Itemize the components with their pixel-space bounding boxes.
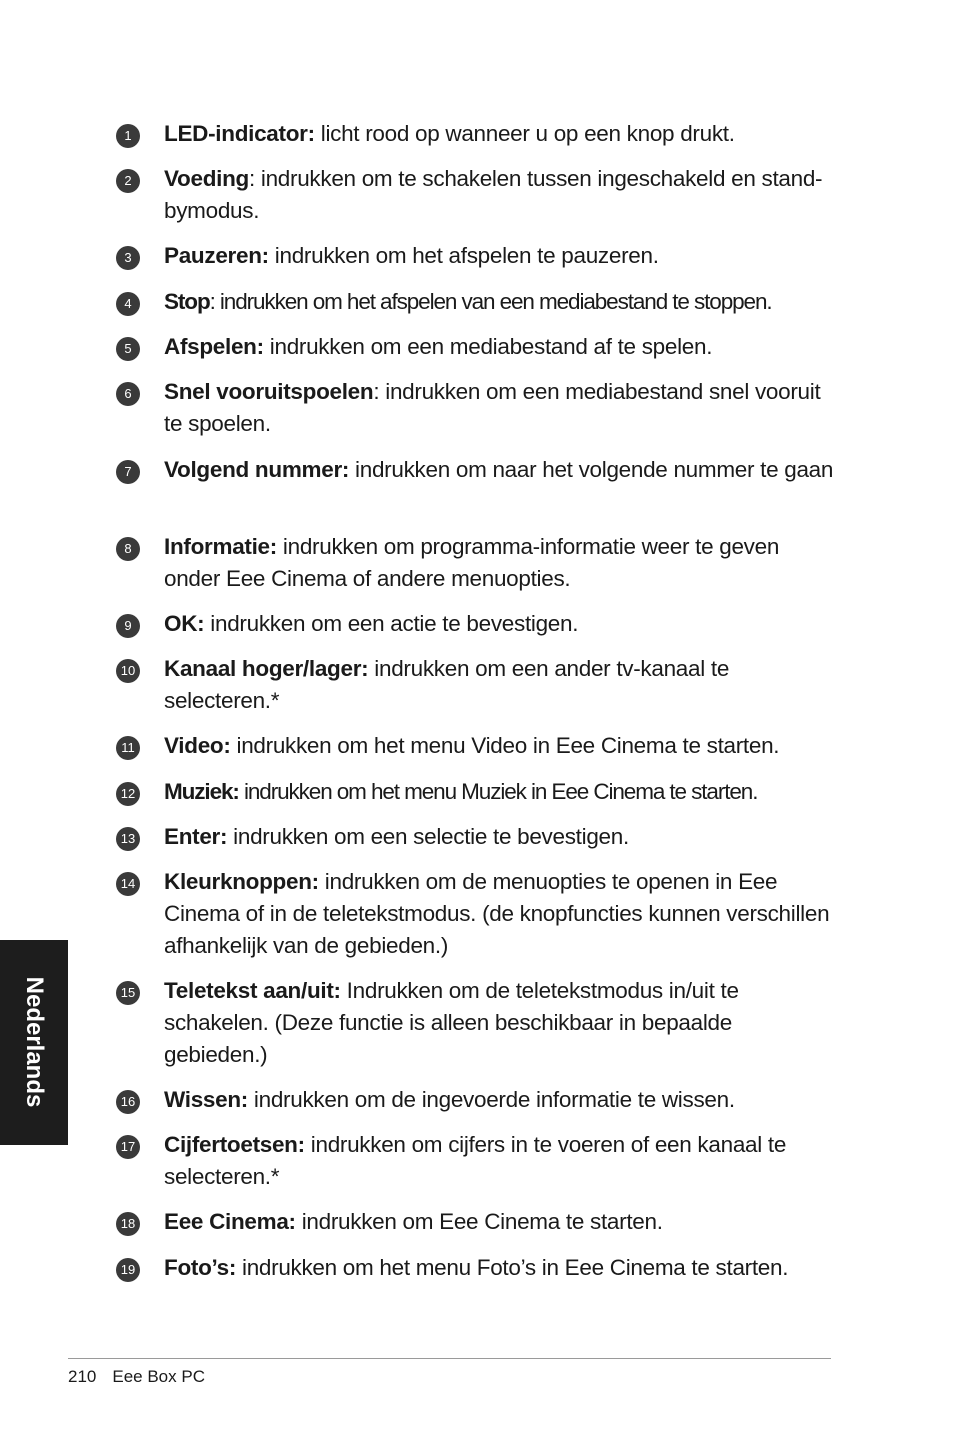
item-description: : indrukken om te schakelen tussen ingeschakeld en stand-bymodus.	[164, 166, 823, 223]
number-badge: 8	[116, 537, 140, 561]
item-description: indrukken om een selectie te bevestigen.	[227, 824, 629, 849]
list-item	[116, 1206, 836, 1238]
item-term: Voeding	[164, 166, 249, 191]
item-text	[164, 163, 836, 227]
list-item	[116, 331, 836, 363]
item-text	[164, 776, 757, 808]
item-term: Foto’s:	[164, 1255, 237, 1280]
item-term: Cijfertoetsen:	[164, 1132, 305, 1157]
product-name: Eee Box PC	[112, 1367, 205, 1386]
item-term: Eee Cinema:	[164, 1209, 296, 1234]
list-item	[116, 531, 836, 595]
number-badge: 3	[116, 246, 140, 270]
item-text	[164, 454, 833, 486]
number-badge: 2	[116, 169, 140, 193]
item-term: Muziek:	[164, 779, 239, 804]
item-term: OK:	[164, 611, 205, 636]
item-text	[164, 975, 836, 1071]
number-badge: 15	[116, 981, 140, 1005]
item-description: indrukken om het menu Video in Eee Cinema te starten.	[230, 733, 780, 758]
item-term: Enter:	[164, 824, 228, 849]
item-description: indrukken om het menu Muziek in Eee Cinema te starten.	[238, 779, 758, 804]
list-item	[116, 608, 836, 640]
item-term: Teletekst aan/uit:	[164, 978, 341, 1003]
list-item	[116, 1252, 836, 1284]
list-item	[116, 730, 836, 762]
number-badge: 14	[116, 872, 140, 896]
item-text	[164, 531, 836, 595]
list-item	[116, 975, 836, 1071]
number-badge: 4	[116, 292, 140, 316]
item-text	[164, 866, 836, 962]
item-term: Volgend nummer:	[164, 457, 350, 482]
item-description: indrukken om een mediabestand af te spelen.	[263, 334, 713, 359]
item-term: LED-indicator:	[164, 121, 315, 146]
item-text	[164, 730, 779, 762]
item-description: indrukken om een ander tv-kanaal te selecteren.*	[164, 656, 730, 713]
number-badge: 1	[116, 124, 140, 148]
number-badge: 19	[116, 1258, 140, 1282]
item-term: Video:	[164, 733, 231, 758]
item-text	[164, 1206, 663, 1238]
page-number: 210	[68, 1367, 97, 1386]
item-description: licht rood op wanneer u op een knop drukt.	[314, 121, 735, 146]
item-description: indrukken om een actie te bevestigen.	[204, 611, 579, 636]
item-description: indrukken om het afspelen te pauzeren.	[268, 243, 659, 268]
number-badge: 5	[116, 337, 140, 361]
item-description: indrukken om het menu Foto’s in Eee Cinema te starten.	[236, 1255, 789, 1280]
list-item	[116, 1129, 836, 1193]
item-term: Kleurknoppen:	[164, 869, 319, 894]
item-text	[164, 286, 772, 318]
number-badge: 16	[116, 1090, 140, 1114]
item-description: : indrukken om het afspelen van een mediabestand te stoppen.	[209, 289, 772, 314]
number-badge: 18	[116, 1212, 140, 1236]
item-term: Snel vooruitspoelen	[164, 379, 374, 404]
item-description: indrukken om programma-informatie weer te geven onder Eee Cinema of andere menuopties.	[164, 534, 780, 591]
item-description: indrukken om cijfers in te voeren of een kanaal te selecteren.*	[164, 1132, 787, 1189]
page-footer	[68, 1367, 205, 1387]
number-badge: 11	[116, 736, 140, 760]
item-term: Pauzeren:	[164, 243, 269, 268]
item-text	[164, 653, 836, 717]
item-description: indrukken om de ingevoerde informatie te wissen.	[247, 1087, 735, 1112]
number-badge: 17	[116, 1135, 140, 1159]
item-term: Kanaal hoger/lager:	[164, 656, 369, 681]
number-badge: 7	[116, 460, 140, 484]
item-text	[164, 1084, 735, 1116]
number-badge: 12	[116, 782, 140, 806]
list-item	[116, 821, 836, 853]
item-description: indrukken om naar het volgende nummer te gaan	[349, 457, 834, 482]
list-item	[116, 286, 836, 318]
item-term: Stop	[164, 289, 210, 314]
item-text	[164, 1129, 836, 1193]
list-item	[116, 163, 836, 227]
number-badge: 13	[116, 827, 140, 851]
item-description: indrukken om Eee Cinema te starten.	[295, 1209, 663, 1234]
list-item	[116, 653, 836, 717]
number-badge: 6	[116, 382, 140, 406]
item-text	[164, 376, 836, 440]
list-item	[116, 866, 836, 962]
item-text	[164, 1252, 788, 1284]
item-text	[164, 331, 712, 363]
item-text	[164, 118, 735, 150]
item-text	[164, 821, 629, 853]
list-item	[116, 240, 836, 272]
item-text	[164, 608, 578, 640]
item-description: : indrukken om een mediabestand snel vooruit te spoelen.	[164, 379, 821, 436]
item-term: Afspelen:	[164, 334, 264, 359]
list-item	[116, 454, 836, 486]
list-item	[116, 1084, 836, 1116]
item-text	[164, 240, 659, 272]
footer-divider	[68, 1358, 831, 1359]
item-description: indrukken om de menuopties te openen in Eee Cinema of in de teletekstmodus. (de knopfuncties kunnen verschillen afhankelijk van de gebieden.)	[164, 869, 830, 958]
language-label: Nederlands	[21, 976, 48, 1108]
item-term: Wissen:	[164, 1087, 248, 1112]
list-item	[116, 376, 836, 440]
list-item	[116, 118, 836, 150]
item-term: Informatie:	[164, 534, 277, 559]
item-description: Indrukken om de teletekstmodus in/uit te schakelen. (Deze functie is alleen beschikbaar in bepaalde gebieden.)	[164, 978, 739, 1067]
number-badge: 9	[116, 614, 140, 638]
number-badge: 10	[116, 659, 140, 683]
list-item	[116, 776, 836, 808]
